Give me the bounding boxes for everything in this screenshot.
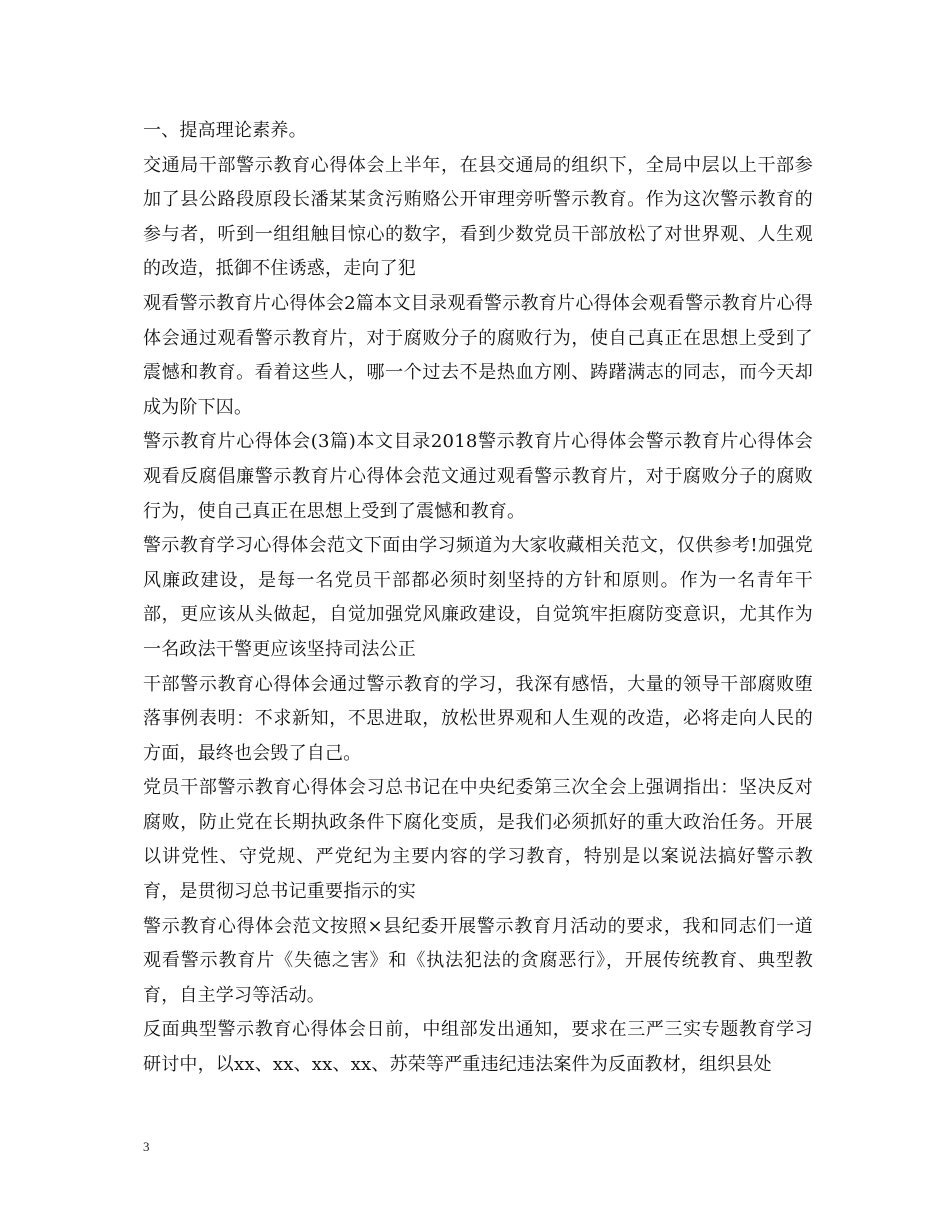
paragraph: 警示教育学习心得体会范文下面由学习频道为大家收藏相关范文，仅供参考!加强党风廉政建设，是每一名党员干部都必须时刻坚持的方针和原则。作为一名青年干部，更应该从头做起，自觉加强党风廉政建设，自觉筑牢拒腐防变意识，尤其作为一名政法干警更应该坚持司法公正 <box>143 535 813 660</box>
paragraph-heading: 一、提高理论素养。 <box>143 120 307 141</box>
paragraph: 交通局干部警示教育心得体会上半年，在县交通局的组织下，全局中层以上干部参加了县公路段原段长潘某某贪污贿赂公开审理旁听警示教育。作为这次警示教育的参与者，听到一组组触目惊心的数字，看到少数党员干部放松了对世界观、人生观的改造，抵御不住诱惑，走向了犯 <box>143 154 813 280</box>
page-number: 3 <box>143 1139 150 1154</box>
paragraph: 观看警示教育片心得体会2篇本文目录观看警示教育片心得体会观看警示教育片心得体会通过观看警示教育片，对于腐败分子的腐败行为，使自己真正在思想上受到了震憾和教育。看着这些人，哪一个过去不是热血方刚、踌躇满志的同志，而今天却成为阶下囚。 <box>143 292 813 418</box>
paragraph: 党员干部警示教育心得体会习总书记在中央纪委第三次全会上强调指出：坚决反对腐败，防止党在长期执政条件下腐化变质，是我们必须抓好的重大政治任务。开展以讲党性、守党规、严党纪为主要内容的学习教育，特别是以案说法搞好警示教育，是贯彻习总书记重要指示的实 <box>143 777 813 903</box>
paragraph: 反面典型警示教育心得体会日前，中组部发出通知，要求在三严三实专题教育学习研讨中，以xx、xx、xx、xx、苏荣等严重违纪违法案件为反面教材，组织县处 <box>143 1019 813 1076</box>
paragraph: 干部警示教育心得体会通过警示教育的学习，我深有感悟，大量的领导干部腐败堕落事例表明：不求新知，不思进取，放松世界观和人生观的改造，必将走向人民的方面，最终也会毁了自己。 <box>143 673 813 764</box>
paragraph: 警示教育片心得体会(3篇)本文目录2018警示教育片心得体会警示教育片心得体会观看反腐倡廉警示教育片心得体会范文通过观看警示教育片，对于腐败分子的腐败行为，使自己真正在思想上受到了震憾和教育。 <box>143 431 813 522</box>
document-body <box>143 114 813 1083</box>
paragraph: 警示教育心得体会范文按照×县纪委开展警示教育月活动的要求，我和同志们一道观看警示教育片《失德之害》和《执法犯法的贪腐恶行》，开展传统教育、典型教育，自主学习等活动。 <box>143 915 813 1006</box>
